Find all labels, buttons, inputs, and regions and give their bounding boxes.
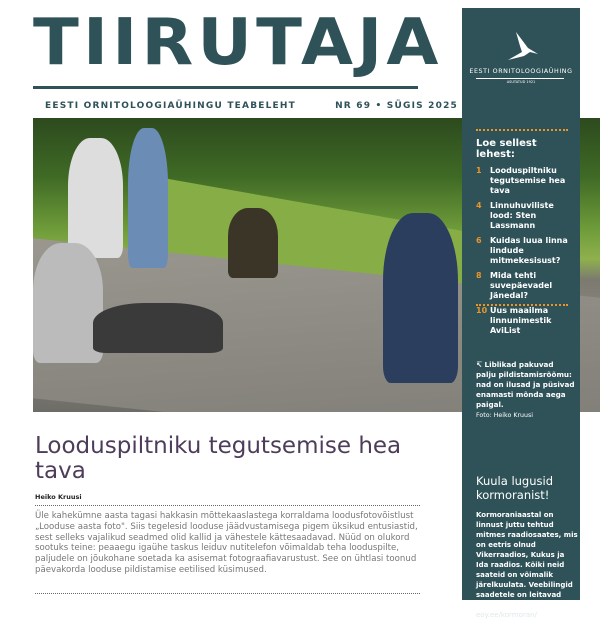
promo-title: Kuula lugusid kormoranist! (476, 474, 554, 502)
promo-text: Kormoraniaastal on linnust juttu tehtud mitmes raadiosaates, mis on eetris olnud Vikerraadios, Kukus ja Ida raadios. Kõiki neid saateid on võimalik järelkuulata. Veebilingid saadetele on leitavad ornitoloogiaühingu lehel eoy.ee/kormoran/ (476, 511, 578, 619)
sidebar (462, 8, 580, 619)
article-author: Heiko Kruusi (35, 493, 82, 501)
newsletter-title: TIIRUTAJA (33, 6, 443, 80)
article-headline: Looduspiltniku tegutsemise hea tava (35, 433, 402, 484)
divider (476, 304, 568, 306)
org-name: EESTI ORNITOLOOGIAÜHING (469, 68, 573, 75)
photo-caption: ↸ Liblikad pakuvad palju pildistamisrõõmu: nad on ilusad ja püsivad enamasti mõnda aega paigal. Foto: Heiko Kruusi (476, 360, 575, 419)
org-logo (462, 8, 580, 118)
toc-item[interactable]: 1 Looduspiltniku tegutsemise hea tava (476, 166, 566, 195)
photographer (228, 208, 278, 278)
table-of-contents (476, 138, 576, 341)
toc-item[interactable]: 10 Uus maailma linnunimestik AviList (476, 306, 552, 335)
newsletter-subtitle: EESTI ORNITOLOOGIAÜHINGU TEABELEHT (45, 101, 296, 111)
toc-item[interactable]: 8 Mida tehti suvepäevadel Jänedal? (476, 271, 553, 300)
org-founded: ASUTATUD 1921 (506, 80, 536, 84)
masthead (33, 6, 458, 111)
promo-box (476, 474, 578, 620)
toc-item[interactable]: 6 Kuidas luua linna lindude mitmekesisust? (476, 236, 568, 265)
divider (35, 505, 420, 506)
swallow-icon (506, 30, 540, 64)
divider (35, 593, 420, 594)
issue-info: NR 69 • SÜGIS 2025 (335, 101, 458, 111)
toc-item[interactable]: 4 Linnuhuviliste lood: Sten Lassmann (476, 201, 554, 230)
arrow-icon: ↸ (476, 360, 485, 369)
article-lead: Üle kahekümne aasta tagasi hakkasin mõttekaaslastega korraldama loodusfotovõistlust „Looduse aasta foto". Siis tegelesid looduse jäädvustamisega pigem üksikud entusiastid, sest selleks vajalikud seadmed olid kallid ja vähestele kättesaadavad. Nüüd on olukord sootuks teine: peaaegu igaühe taskus leiduv nutitelefon võimaldab teha looduspilte, paljudele on jõukohane soetada ka asisemat fotograafiavarustust. See on ühtlasi toonud päevakorda looduse pildistamise eetilised küsimused. (35, 511, 418, 575)
photographer (383, 213, 458, 383)
divider (476, 129, 568, 131)
photographer (128, 128, 168, 268)
photographer (68, 138, 123, 258)
title-rule (33, 86, 418, 89)
toc-title: Loe sellest lehest: (476, 138, 537, 160)
promo-link[interactable]: eoy.ee/kormoran/ (476, 611, 537, 619)
photographer (93, 303, 223, 353)
photo-credit: Foto: Heiko Kruusi (476, 412, 534, 419)
